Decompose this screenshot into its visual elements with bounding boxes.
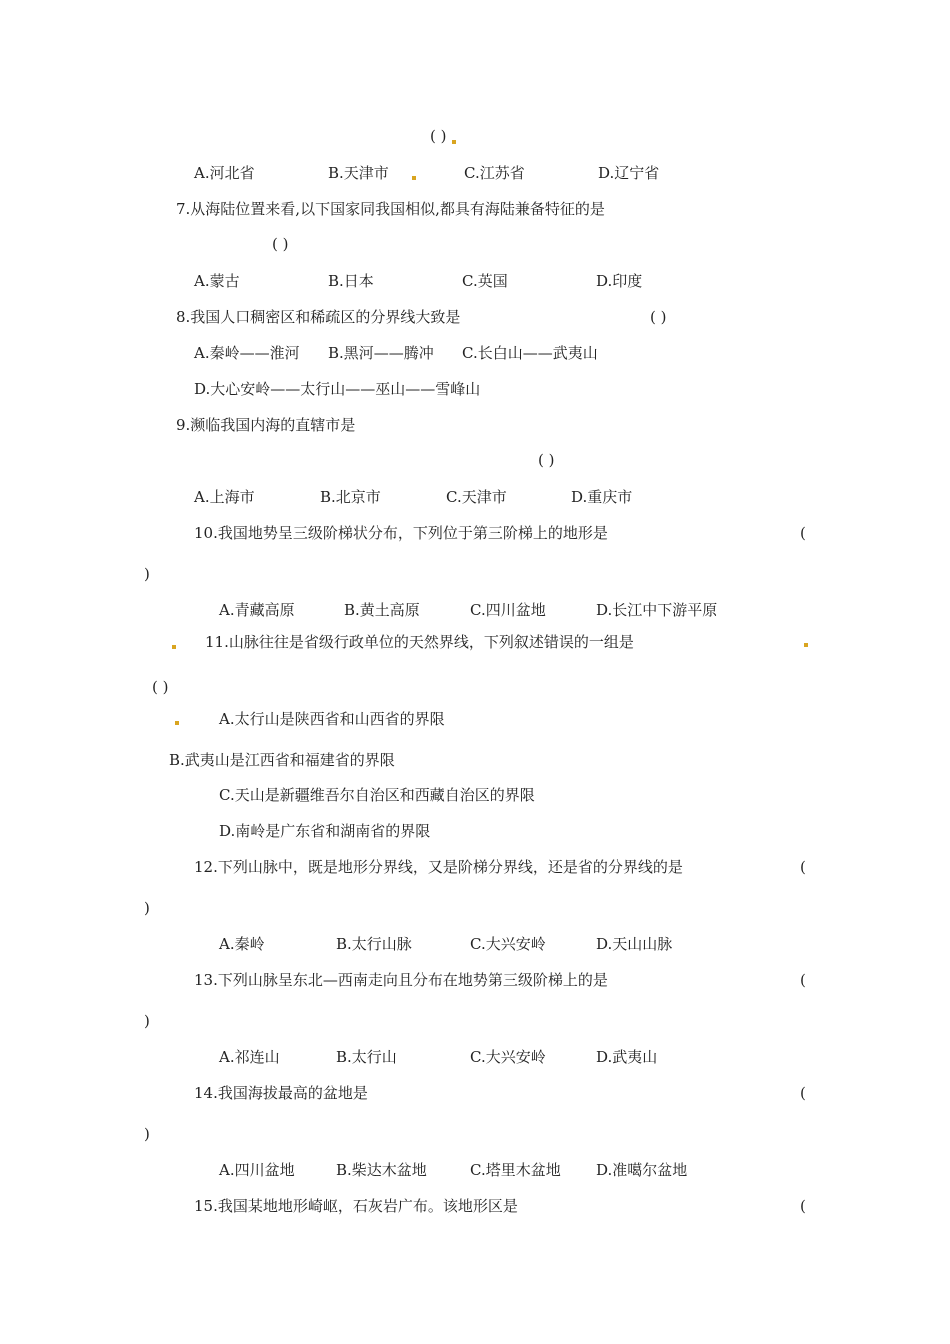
q12-stem: 12.下列山脉中，既是地形分界线，又是阶梯分界线，还是省的分界线的是 [194, 858, 683, 876]
q9-option-b[interactable]: B.北京市 [320, 488, 381, 506]
q7-option-c[interactable]: C.英国 [462, 272, 508, 290]
scan-mark [452, 140, 456, 144]
q12-option-b[interactable]: B.太行山脉 [336, 935, 412, 953]
q12-option-a[interactable]: A.秦岭 [219, 935, 265, 953]
q11-stem: 11.山脉往往是省级行政单位的天然界线，下列叙述错误的一组是 [205, 633, 634, 651]
q13-option-b[interactable]: B.太行山 [336, 1048, 397, 1066]
q12-paren-open[interactable]: ( [800, 858, 806, 876]
q14-stem: 14.我国海拔最高的盆地是 [194, 1084, 368, 1102]
q7-option-a[interactable]: A.蒙古 [194, 272, 240, 290]
q9-answer-paren[interactable]: ( ) [538, 451, 555, 469]
q12-option-c[interactable]: C.大兴安岭 [470, 935, 546, 953]
q8-option-d[interactable]: D.大心安岭——太行山——巫山——雪峰山 [194, 380, 481, 398]
q13-option-a[interactable]: A.祁连山 [219, 1048, 280, 1066]
q12-paren-close[interactable]: ) [144, 899, 150, 917]
q14-paren-close[interactable]: ) [144, 1125, 150, 1143]
q9-option-c[interactable]: C.天津市 [446, 488, 507, 506]
q13-paren-open[interactable]: ( [800, 971, 806, 989]
q7-stem: 7.从海陆位置来看,以下国家同我国相似,都具有海陆兼备特征的是 [176, 200, 605, 218]
scan-mark [412, 176, 416, 180]
q6-answer-paren[interactable]: ( ) [430, 127, 447, 145]
q14-option-b[interactable]: B.柴达木盆地 [336, 1161, 427, 1179]
q6-option-d[interactable]: D.辽宁省 [598, 164, 660, 182]
q8-option-a[interactable]: A.秦岭——淮河 [194, 344, 300, 362]
q8-option-c[interactable]: C.长白山——武夷山 [462, 344, 598, 362]
scan-mark [172, 645, 176, 649]
q6-option-a[interactable]: A.河北省 [194, 164, 255, 182]
q11-option-c[interactable]: C.天山是新疆维吾尔自治区和西藏自治区的界限 [219, 786, 535, 804]
q7-answer-paren[interactable]: ( ) [272, 235, 289, 253]
q13-stem: 13.下列山脉呈东北—西南走向且分布在地势第三级阶梯上的是 [194, 971, 608, 989]
q10-option-b[interactable]: B.黄土高原 [344, 601, 420, 619]
q13-option-c[interactable]: C.大兴安岭 [470, 1048, 546, 1066]
q13-paren-close[interactable]: ) [144, 1012, 150, 1030]
q10-paren-close[interactable]: ) [144, 565, 150, 583]
q15-stem: 15.我国某地地形崎岖，石灰岩广布。该地形区是 [194, 1197, 518, 1215]
q9-option-d[interactable]: D.重庆市 [571, 488, 633, 506]
q11-option-b[interactable]: B.武夷山是江西省和福建省的界限 [169, 751, 395, 769]
q7-option-d[interactable]: D.印度 [596, 272, 643, 290]
q15-paren-open[interactable]: ( [800, 1197, 806, 1215]
q11-option-d[interactable]: D.南岭是广东省和湖南省的界限 [219, 822, 431, 840]
scan-mark [175, 721, 179, 725]
q6-option-b[interactable]: B.天津市 [328, 164, 389, 182]
q14-option-c[interactable]: C.塔里木盆地 [470, 1161, 561, 1179]
q10-option-a[interactable]: A.青藏高原 [219, 601, 295, 619]
scan-mark [804, 643, 808, 647]
q8-answer-paren[interactable]: ( ) [650, 308, 667, 326]
q8-option-b[interactable]: B.黑河——腾冲 [328, 344, 434, 362]
q10-paren-open[interactable]: ( [800, 524, 806, 542]
q14-option-d[interactable]: D.准噶尔盆地 [596, 1161, 688, 1179]
q11-answer-paren[interactable]: ( ) [152, 678, 169, 696]
q7-option-b[interactable]: B.日本 [328, 272, 374, 290]
q9-option-a[interactable]: A.上海市 [194, 488, 255, 506]
q10-option-d[interactable]: D.长江中下游平原 [596, 601, 718, 619]
q14-option-a[interactable]: A.四川盆地 [219, 1161, 295, 1179]
q8-stem: 8.我国人口稠密区和稀疏区的分界线大致是 [176, 308, 461, 326]
q6-option-c[interactable]: C.江苏省 [464, 164, 525, 182]
q10-stem: 10.我国地势呈三级阶梯状分布，下列位于第三阶梯上的地形是 [194, 524, 608, 542]
q10-option-c[interactable]: C.四川盆地 [470, 601, 546, 619]
q13-option-d[interactable]: D.武夷山 [596, 1048, 658, 1066]
q11-option-a[interactable]: A.太行山是陕西省和山西省的界限 [219, 710, 445, 728]
q14-paren-open[interactable]: ( [800, 1084, 806, 1102]
q9-stem: 9.濒临我国内海的直辖市是 [176, 416, 356, 434]
q12-option-d[interactable]: D.天山山脉 [596, 935, 673, 953]
